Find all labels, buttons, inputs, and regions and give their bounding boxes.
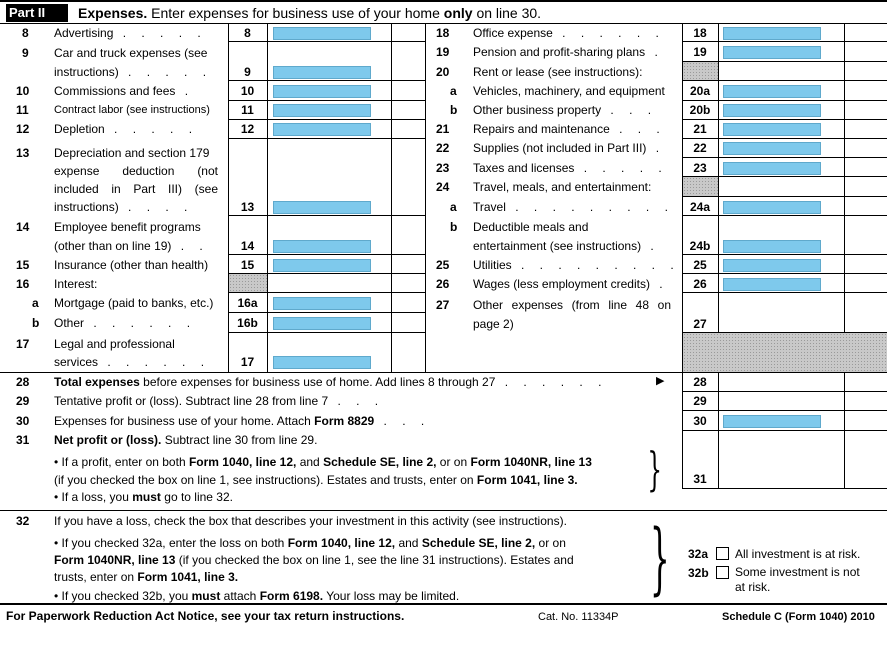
amount-field-8[interactable]: [273, 27, 371, 40]
line-number: 8: [22, 26, 29, 40]
shaded-cell-27-below: [683, 333, 887, 372]
line-32-bullet-a-cont2: trusts, enter on Form 1041, line 3.: [54, 570, 239, 584]
line-label: Rent or lease (see instructions):: [473, 65, 643, 79]
footer-paperwork-notice: For Paperwork Reduction Act Notice, see your tax return instructions.: [6, 609, 405, 623]
line-number: 30: [16, 414, 30, 428]
amount-field-20b[interactable]: [723, 104, 821, 117]
line-number: 25: [436, 258, 450, 272]
amount-field-13[interactable]: [273, 201, 371, 214]
box-label: 29: [693, 394, 707, 408]
line-label: Car and truck expenses (see: [54, 46, 208, 60]
line-number: 14: [16, 220, 30, 234]
line-number: b: [450, 220, 458, 234]
line-number: 21: [436, 122, 450, 136]
checkbox-text-32b-cont: at risk.: [735, 580, 771, 594]
amount-field-16a[interactable]: [273, 297, 371, 310]
line-number: 17: [16, 337, 30, 351]
line-number: 13: [16, 146, 30, 160]
line-label: Insurance (other than health): [54, 258, 209, 272]
line-label: Other business property . . .: [473, 103, 658, 117]
line-label: services . . . . . .: [54, 355, 211, 369]
line-32-bullet-b: • If you checked 32b, you must attach Form 6198. Your loss may be limited.: [54, 589, 460, 603]
checkbox-text-32a: All investment is at risk.: [735, 547, 861, 561]
arrow-right-icon: ▶: [656, 375, 665, 387]
line-number: 11: [16, 103, 29, 117]
line-label: Legal and professional: [54, 337, 175, 351]
line-number: 26: [436, 277, 450, 291]
line-32-text: If you have a loss, check the box that describes your investment in this activity (see instructions).: [54, 514, 567, 528]
line-number: a: [450, 200, 457, 214]
amount-field-17[interactable]: [273, 356, 371, 369]
line-label: instructions) . . . .: [54, 200, 194, 214]
checkbox-32a[interactable]: [716, 547, 729, 560]
line-28-text: Total expenses before expenses for business use of home. Add lines 8 through 27 . . . . . .: [54, 375, 608, 389]
instructions-only: only: [443, 5, 473, 21]
line-label: Deductible meals and: [473, 220, 589, 234]
amount-field-16b[interactable]: [273, 317, 371, 330]
amount-field-14[interactable]: [273, 240, 371, 253]
shaded-cell-20: [683, 62, 718, 80]
amount-field-9[interactable]: [273, 66, 371, 79]
instructions-post: on line 30.: [476, 5, 542, 21]
checkbox-label-32b: 32b: [688, 566, 709, 580]
line-number: 29: [16, 394, 30, 408]
line-label: Supplies (not included in Part III) .: [473, 141, 666, 155]
line-number: 24: [436, 180, 450, 194]
box-label: 12: [240, 122, 255, 136]
line-number: 32: [16, 514, 30, 528]
box-label: 26: [693, 277, 707, 291]
line-label: Travel . . . . . . . . .: [473, 200, 674, 214]
line-number: 23: [436, 161, 450, 175]
shaded-cell-16: [229, 274, 267, 292]
line-label: Advertising . . . . .: [54, 26, 207, 40]
amount-field-30[interactable]: [723, 415, 821, 428]
amount-field-10[interactable]: [273, 85, 371, 98]
line-31-text: Net profit or (loss). Subtract line 30 from line 29.: [54, 433, 318, 447]
line-label: Interest:: [54, 277, 98, 291]
line-number: 31: [16, 433, 30, 447]
box-label: 24b: [689, 239, 711, 253]
expenses-title: Expenses.: [78, 5, 148, 21]
shaded-cell-24: [683, 177, 718, 196]
amount-field-24a[interactable]: [723, 201, 821, 214]
line-number: 20: [436, 65, 450, 79]
line-label: Employee benefit programs: [54, 220, 201, 234]
footer-schedule-c: Schedule C (Form 1040) 2010: [722, 611, 875, 623]
line-31-bullet-loss: • If a loss, you must go to line 32.: [54, 490, 233, 504]
box-label: 15: [240, 258, 255, 272]
amount-field-12[interactable]: [273, 123, 371, 136]
checkbox-label-32a: 32a: [688, 547, 709, 561]
line-label: page 2): [473, 317, 514, 331]
amount-field-11[interactable]: [273, 104, 371, 117]
amount-field-26[interactable]: [723, 278, 821, 291]
amount-field-21[interactable]: [723, 123, 821, 136]
line-label: Contract labor (see instructions): [54, 104, 210, 116]
line-label: expense deduction (not: [54, 164, 218, 178]
line-label: Other . . . . . .: [54, 316, 197, 330]
box-label: 20b: [689, 103, 711, 117]
line-30-text: Expenses for business use of your home. Attach Form 8829 . . .: [54, 414, 431, 428]
line-number: b: [32, 316, 40, 330]
box-label: 21: [693, 122, 707, 136]
box-label: 20a: [689, 84, 711, 98]
amount-field-23[interactable]: [723, 162, 821, 175]
part-badge: Part II: [6, 4, 68, 22]
line-label: Office expense . . . . . .: [473, 26, 665, 40]
line-label: Depletion . . . . .: [54, 122, 199, 136]
line-31-bullet-profit: • If a profit, enter on both Form 1040, line 12, and Schedule SE, line 2, or on Form 1040NR, line 13: [54, 455, 592, 469]
line-32-bullet-a: • If you checked 32a, enter the loss on both Form 1040, line 12, and Schedule SE, line 2, or on: [54, 536, 566, 550]
box-label: 10: [240, 84, 255, 98]
box-label: 31: [693, 472, 707, 486]
line-label: Wages (less employment credits) .: [473, 277, 669, 291]
box-label: 11: [241, 103, 254, 117]
checkbox-32b[interactable]: [716, 566, 729, 579]
brace-icon: }: [649, 514, 670, 604]
line-number: 27: [436, 298, 450, 312]
footer-cat-no: Cat. No. 11334P: [538, 611, 619, 623]
box-label: 23: [693, 161, 707, 175]
brace-icon: }: [647, 442, 662, 496]
line-label: Taxes and licenses . . . . .: [473, 161, 668, 175]
line-29-text: Tentative profit or (loss). Subtract line 28 from line 7 . . .: [54, 394, 385, 408]
box-label: 13: [240, 200, 255, 214]
amount-field-24b[interactable]: [723, 240, 821, 253]
line-32-bullet-a-cont: Form 1040NR, line 13 (if you checked the box on line 1, see the line 31 instructions). Estates and: [54, 553, 574, 567]
line-number: 10: [16, 84, 30, 98]
amount-field-15[interactable]: [273, 259, 371, 272]
box-label: 9: [244, 65, 251, 79]
instructions-pre: Enter expenses for business use of your home: [151, 5, 440, 21]
amount-field-20a[interactable]: [723, 85, 821, 98]
line-label: Pension and profit-sharing plans .: [473, 45, 664, 59]
line-label: Utilities . . . . . . . . .: [473, 258, 680, 272]
line-label: Vehicles, machinery, and equipment: [473, 84, 665, 98]
box-label: 22: [693, 141, 707, 155]
line-number: b: [450, 103, 458, 117]
line-label: (other than on line 19) . .: [54, 239, 209, 253]
box-label: 8: [244, 26, 251, 40]
line-number: 16: [16, 277, 30, 291]
line-label: Depreciation and section 179: [54, 146, 210, 160]
line-label: entertainment (see instructions) .: [473, 239, 660, 253]
box-label: 18: [693, 26, 707, 40]
line-number: 12: [16, 122, 30, 136]
line-number: 15: [16, 258, 30, 272]
line-number: a: [450, 84, 457, 98]
line-label: Commissions and fees .: [54, 84, 195, 98]
line-number: 9: [22, 46, 29, 60]
line-label: instructions) . . . . .: [54, 65, 213, 79]
part-title: [78, 4, 541, 22]
amount-field-25[interactable]: [723, 259, 821, 272]
box-label: 24a: [689, 200, 711, 214]
line-number: 19: [436, 45, 450, 59]
box-label: 16b: [237, 316, 258, 330]
box-label: 28: [693, 375, 707, 389]
amount-field-19[interactable]: [723, 46, 821, 59]
box-label: 16a: [237, 296, 258, 310]
box-label: 27: [693, 317, 707, 331]
line-label: Travel, meals, and entertainment:: [473, 180, 652, 194]
line-number: 28: [16, 375, 30, 389]
line-label: Other expenses (from line 48 on: [473, 298, 671, 312]
box-label: 25: [693, 258, 707, 272]
box-label: 14: [240, 239, 255, 253]
line-number: a: [32, 296, 39, 310]
line-label: included in Part III) (see: [54, 182, 218, 196]
line-number: 18: [436, 26, 450, 40]
box-label: 19: [693, 45, 707, 59]
line-31-bullet-profit-cont: (if you checked the box on line 1, see instructions). Estates and trusts, enter on Form 1041, line 3.: [54, 473, 578, 487]
box-label: 30: [693, 414, 707, 428]
line-label: Mortgage (paid to banks, etc.): [54, 296, 214, 310]
amount-field-22[interactable]: [723, 142, 821, 155]
line-label: Repairs and maintenance . . .: [473, 122, 666, 136]
amount-field-18[interactable]: [723, 27, 821, 40]
checkbox-text-32b: Some investment is not: [735, 565, 860, 579]
box-label: 17: [240, 355, 255, 369]
line-number: 22: [436, 141, 450, 155]
